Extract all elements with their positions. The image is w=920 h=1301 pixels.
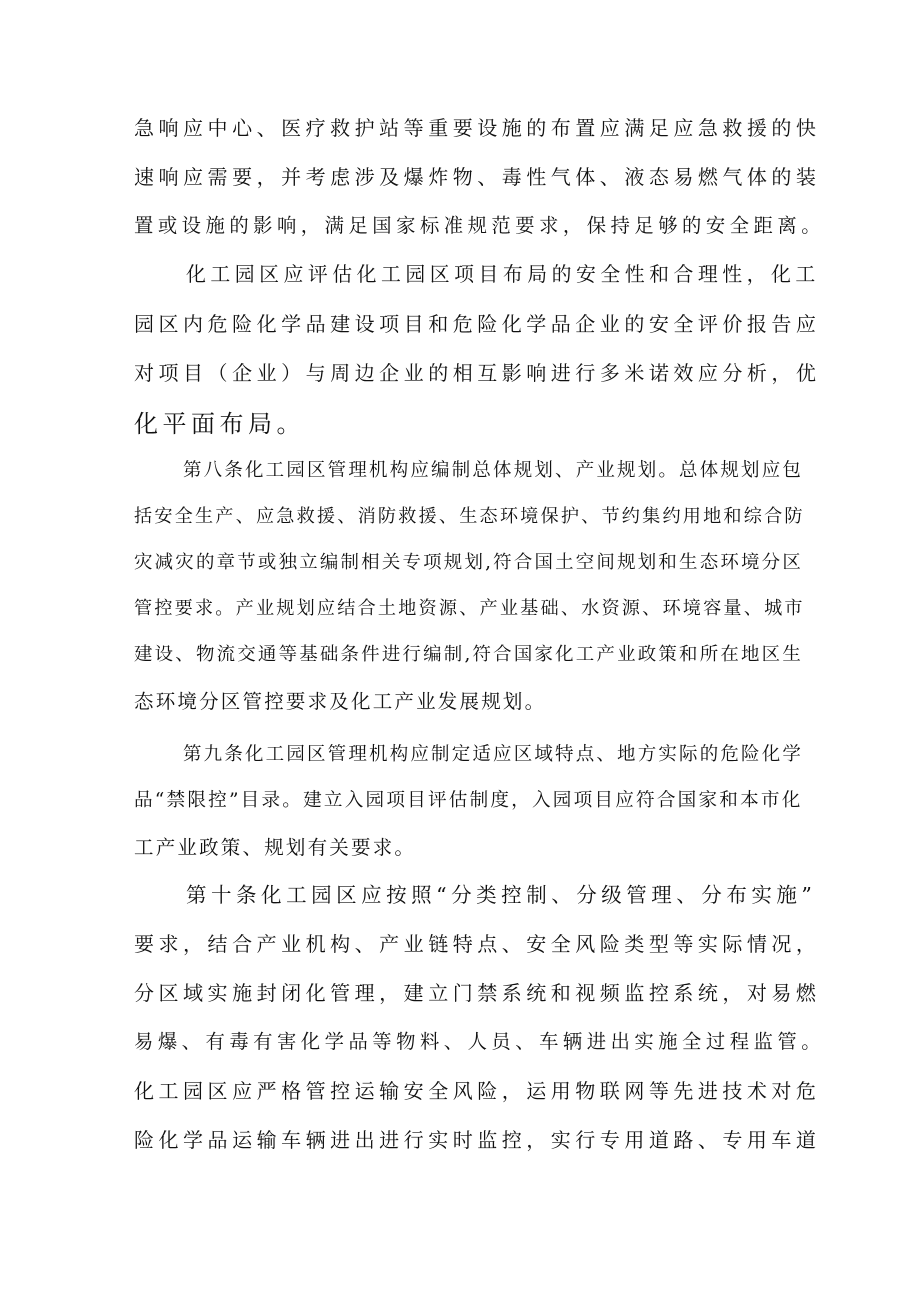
- paragraph-line: 分区域实施封闭化管理，建立门禁系统和视频监控系统，对易燃: [134, 981, 821, 1005]
- paragraph-line: 要求，结合产业机构、产业链特点、安全风险类型等实际情况，: [134, 932, 821, 956]
- paragraph-line: 化工园区应严格管控运输安全风险，运用物联网等先进技术对危: [134, 1079, 821, 1103]
- paragraph-line: 险化学品运输车辆进出进行实时监控，实行专用道路、专用车道: [134, 1128, 821, 1152]
- paragraph-line: 态环境分区管控要求及化工产业发展规划。: [134, 690, 547, 713]
- paragraph-line: 管控要求。产业规划应结合土地资源、产业基础、水资源、环境容量、城市: [134, 598, 805, 619]
- paragraph-line: 化工园区应评估化工园区项目布局的安全性和合理性，化工: [186, 263, 820, 286]
- paragraph-line: 易爆、有毒有害化学品等物料、人员、车辆进出实施全过程监管。: [134, 1030, 826, 1053]
- paragraph-line: 灾减灾的章节或独立编制相关专项规划,符合国土空间规划和生态环境分区: [134, 552, 803, 573]
- paragraph-line: 建设、物流交通等基础条件进行编制,符合国家化工产业政策和所在地区生: [134, 644, 803, 665]
- paragraph-line: 置或设施的影响，满足国家标准规范要求，保持足够的安全距离。: [134, 214, 826, 237]
- paragraph-line: 品“禁限控”目录。建立入园项目评估制度，入园项目应符合国家和本市化: [134, 790, 803, 811]
- paragraph-line: 速响应需要，并考虑涉及爆炸物、毒性气体、液态易燃气体的装: [134, 165, 821, 189]
- paragraph-line: 园区内危险化学品建设项目和危险化学品企业的安全评价报告应: [134, 312, 821, 336]
- paragraph-line: 急响应中心、医疗救护站等重要设施的布置应满足应急救援的快: [134, 116, 821, 140]
- paragraph-line: 对项目（企业）与周边企业的相互影响进行多米诺效应分析，优: [134, 361, 821, 385]
- paragraph-line: 第九条化工园区管理机构应制定适应区域特点、地方实际的危险化学: [183, 744, 804, 765]
- paragraph-line: 第八条化工园区管理机构应编制总体规划、产业规划。总体规划应包: [183, 460, 804, 481]
- paragraph-line: 第十条化工园区应按照“分类控制、分级管理、分布实施”: [186, 883, 817, 907]
- paragraph-line: 化平面布局。: [134, 410, 305, 438]
- paragraph-line: 工产业政策、规划有关要求。: [134, 836, 417, 859]
- paragraph-line: 括安全生产、应急救援、消防救援、生态环境保护、节约集约用地和综合防: [134, 506, 805, 527]
